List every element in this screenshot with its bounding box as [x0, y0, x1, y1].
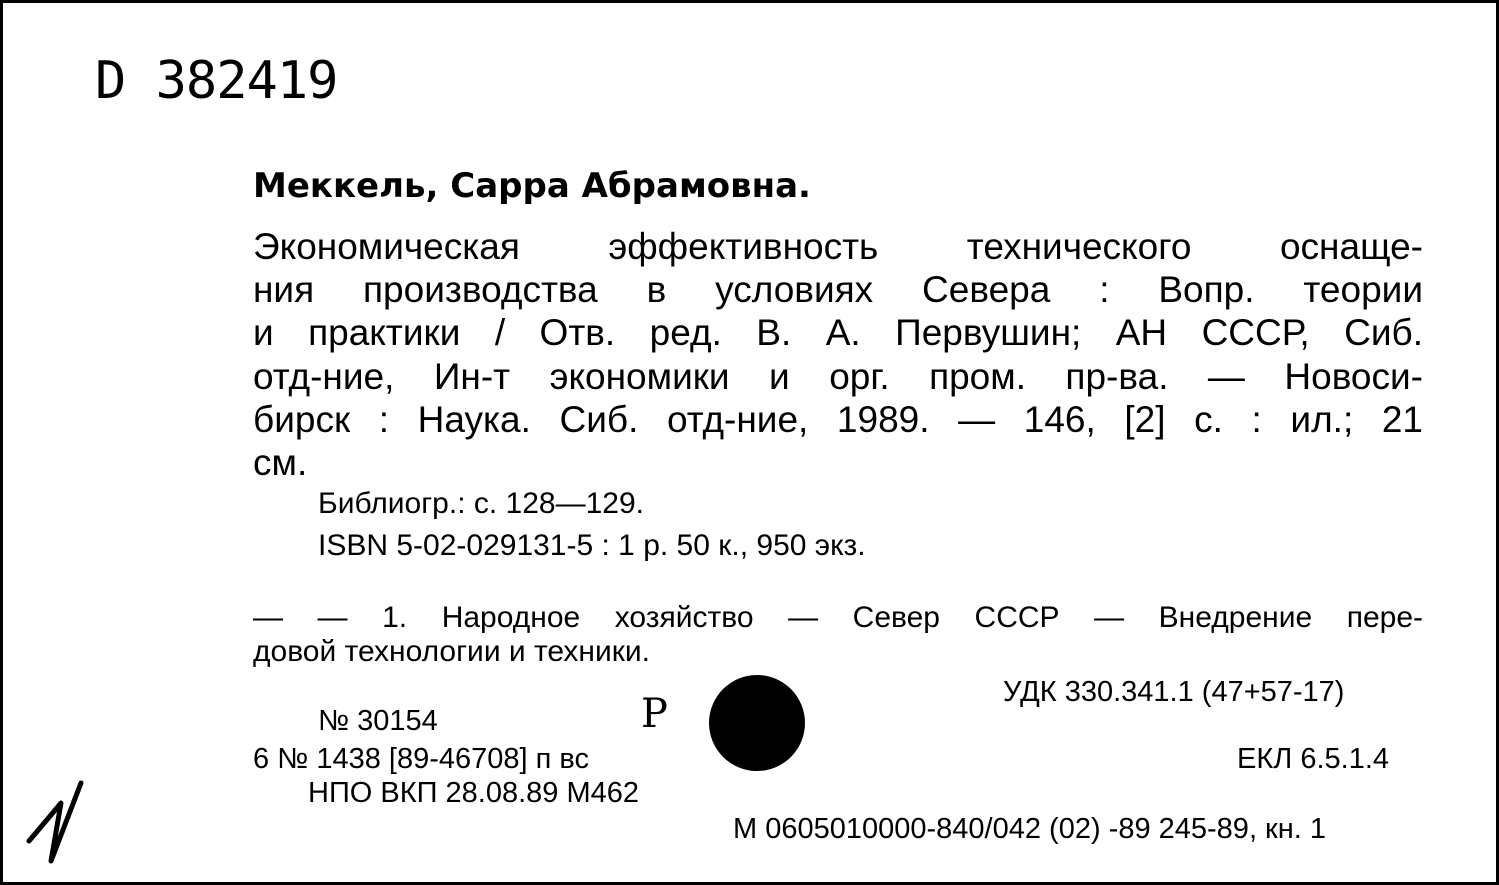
isbn-line: ISBN 5-02-029131-5 : 1 р. 50 к., 950 экз.: [318, 529, 866, 562]
udc-code: УДК 330.341.1 (47+57-17): [1003, 676, 1345, 708]
call-number: D 382419: [95, 51, 338, 111]
subject-line-2: довой технологии и техники.: [253, 635, 650, 668]
bibliography-note: Библиогр.: с. 128—129.: [318, 487, 644, 520]
title-line-1: Экономическая эффективность технического оснаще-: [253, 226, 1423, 267]
punched-hole-dot: [709, 675, 805, 771]
code-line: М 0605010000-840/042 (02) -89 245-89, кн. 1: [733, 813, 1326, 845]
card-number: № 30154: [318, 705, 438, 737]
title-line-6: см.: [253, 442, 308, 483]
author-heading: Меккель, Сарра Абрамовна.: [253, 166, 811, 206]
order-line: 6 № 1438 [89-46708] п вс: [253, 743, 589, 775]
ekl-code: ЕКЛ 6.5.1.4: [1237, 743, 1390, 775]
subject-line-1: — — 1. Народное хозяйство — Север СССР — Внедрение пере-: [253, 601, 1423, 634]
handwritten-letter: Р: [641, 691, 668, 737]
printer-line: НПО ВКП 28.08.89 М462: [308, 777, 640, 809]
title-line-4: отд-ние, Ин-т экономики и орг. пром. пр-ва. — Новоси-: [253, 356, 1423, 397]
title-line-3: и практики / Отв. ред. В. А. Первушин; АН СССР, Сиб.: [253, 312, 1423, 353]
title-line-2: ния производства в условиях Севера : Вопр. теории: [253, 269, 1423, 310]
handwritten-number-mark: [21, 763, 91, 873]
title-line-5: бирск : Наука. Сиб. отд-ние, 1989. — 146, [2] с. : ил.; 21: [253, 399, 1423, 440]
